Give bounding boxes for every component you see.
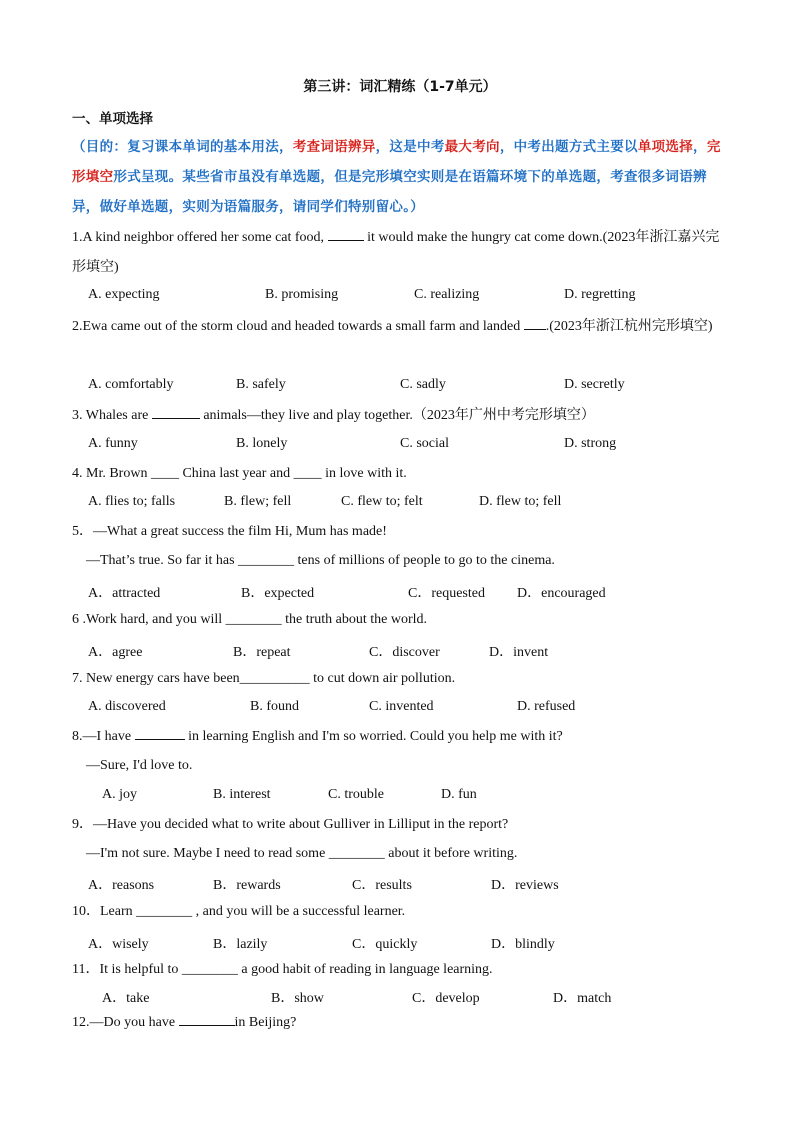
option-d[interactable]: D．blindly (491, 937, 555, 952)
question-2: 2.Ewa came out of the storm cloud and headed towards a small farm and landed .(2023年浙江杭州完形填空) (72, 312, 732, 342)
option-b[interactable]: B. lonely (236, 436, 288, 451)
option-d[interactable]: D. fun (441, 787, 477, 802)
option-a[interactable]: A．attracted (88, 586, 161, 601)
purpose-note (72, 132, 732, 222)
question-9-reply: —I'm not sure. Maybe I need to read some ________ about it before writing. (86, 846, 518, 861)
options-11 (0, 987, 800, 1007)
question-7: 7. New energy cars have been__________ to cut down air pollution. (72, 671, 456, 686)
options-2 (0, 377, 800, 397)
option-d[interactable]: D．invent (489, 645, 549, 660)
question-1: 1.A kind neighbor offered her some cat food, it would make the hungry cat come down.(2023年浙江嘉兴完形填空) (72, 223, 732, 283)
option-b[interactable]: B. safely (236, 377, 286, 392)
option-d[interactable]: D．reviews (491, 878, 559, 893)
option-b[interactable]: B．expected (241, 586, 315, 601)
options-8 (0, 787, 800, 807)
question-6: 6 .Work hard, and you will ________ the truth about the world. (72, 612, 428, 627)
option-b[interactable]: B．rewards (213, 878, 281, 893)
option-a[interactable]: A. comfortably (88, 377, 174, 392)
purpose-highlight: 完形填空 (72, 139, 721, 185)
option-b[interactable]: B．repeat (233, 645, 291, 660)
option-c[interactable]: C．develop (412, 991, 480, 1006)
option-c[interactable]: C. sadly (400, 377, 446, 392)
answer-blank (179, 1011, 235, 1026)
option-c[interactable]: C. trouble (328, 787, 384, 802)
options-5 (0, 582, 800, 602)
options-10 (0, 933, 800, 953)
purpose-highlight: 考查词语辨异 (292, 139, 376, 155)
option-a[interactable]: A. funny (88, 436, 138, 451)
option-b[interactable]: B. flew; fell (224, 494, 292, 509)
answer-blank (135, 725, 185, 740)
purpose-text: ， (693, 139, 707, 155)
question-5-reply: —That’s true. So far it has ________ tens of millions of people to go to the cinema. (86, 553, 555, 568)
options-4 (0, 494, 800, 514)
option-c[interactable]: C．discover (369, 645, 440, 660)
question-12: 12.—Do you have in Beijing? (72, 1008, 732, 1038)
option-a[interactable]: A．agree (88, 645, 143, 660)
options-7 (0, 699, 800, 719)
section-heading: 一、单项选择 (72, 111, 153, 127)
option-c[interactable]: C．requested (408, 586, 485, 601)
option-a[interactable]: A. flies to; falls (88, 494, 176, 509)
question-9: 9．—Have you decided what to write about Gulliver in Lilliput in the report? (72, 817, 509, 832)
purpose-highlight: 单项选择 (637, 139, 694, 155)
option-a[interactable]: A. expecting (88, 287, 160, 302)
options-1 (0, 287, 800, 307)
purpose-highlight: 最大考向 (444, 139, 500, 155)
question-8: 8.—I have in learning English and I'm so worried. Could you help me with it? (72, 722, 732, 752)
option-d[interactable]: D. secretly (564, 377, 625, 392)
options-6 (0, 641, 800, 661)
purpose-text: （目的：复习课本单词的基本用法， (72, 139, 293, 155)
option-c[interactable]: C. flew to; felt (341, 494, 423, 509)
option-a[interactable]: A．reasons (88, 878, 155, 893)
purpose-text: ，中考出题方式主要以 (499, 139, 638, 155)
option-c[interactable]: C．quickly (352, 937, 418, 952)
option-b[interactable]: B. promising (265, 287, 339, 302)
option-c[interactable]: C. realizing (414, 287, 480, 302)
options-9 (0, 874, 800, 894)
question-8-reply: —Sure, I'd love to. (86, 758, 193, 773)
option-c[interactable]: C．results (352, 878, 412, 893)
question-11: 11．It is helpful to ________ a good habit of reading in language learning. (72, 962, 493, 977)
question-10: 10．Learn ________ , and you will be a successful learner. (72, 904, 406, 919)
page-title: 第三讲：词汇精练（1-7单元） (303, 79, 497, 95)
option-b[interactable]: B．lazily (213, 937, 268, 952)
option-a[interactable]: A. joy (102, 787, 137, 802)
option-a[interactable]: A．wisely (88, 937, 149, 952)
option-d[interactable]: D．match (553, 991, 612, 1006)
option-a[interactable]: A. discovered (88, 699, 166, 714)
option-c[interactable]: C. invented (369, 699, 434, 714)
purpose-text: 形式呈现。某些省市虽没有单选题，但是完形填空实则是在语篇环境下的单选题，考查很多词语辨异，做好单选题，实则为语篇服务，请同学们特别留心。） (72, 169, 707, 215)
option-d[interactable]: D. flew to; fell (479, 494, 562, 509)
answer-blank (524, 315, 546, 330)
option-d[interactable]: D. regretting (564, 287, 636, 302)
question-4: 4. Mr. Brown ____ China last year and ____ in love with it. (72, 466, 407, 481)
option-b[interactable]: B. interest (213, 787, 271, 802)
option-d[interactable]: D．encouraged (517, 586, 606, 601)
option-b[interactable]: B. found (250, 699, 299, 714)
options-3 (0, 436, 800, 456)
answer-blank (152, 404, 200, 419)
option-d[interactable]: D. refused (517, 699, 576, 714)
option-c[interactable]: C. social (400, 436, 449, 451)
option-b[interactable]: B．show (271, 991, 324, 1006)
answer-blank (328, 226, 364, 241)
option-d[interactable]: D. strong (564, 436, 617, 451)
option-a[interactable]: A．take (102, 991, 150, 1006)
question-5: 5．—What a great success the film Hi, Mum has made! (72, 524, 387, 539)
purpose-text: ，这是中考 (375, 139, 445, 155)
question-3: 3. Whales are animals—they live and play together.（2023年广州中考完形填空） (72, 401, 732, 431)
